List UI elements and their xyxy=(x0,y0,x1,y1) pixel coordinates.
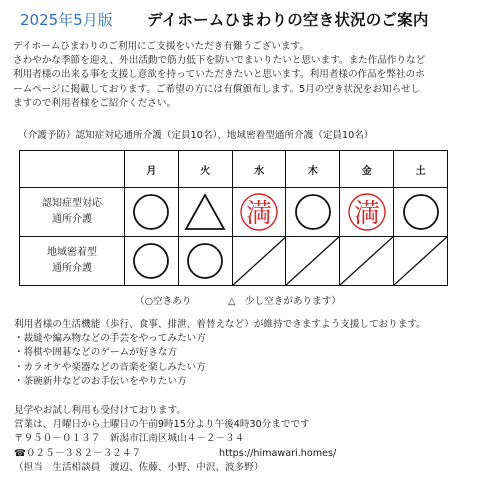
business-hours: 営業は、月曜日から土曜日の午前9時15分より午後4時30分までです xyxy=(14,419,310,431)
legend-available: （○空きあり xyxy=(135,296,192,307)
availability-table xyxy=(19,150,448,286)
header xyxy=(0,8,500,30)
status-cell xyxy=(286,188,340,237)
day-header: 金 xyxy=(340,151,394,188)
row-label xyxy=(20,188,125,237)
day-header: 土 xyxy=(394,151,448,188)
triangle-mark xyxy=(179,190,231,234)
circle-mark xyxy=(125,190,177,234)
table-row xyxy=(20,188,448,237)
closed-slash xyxy=(394,237,447,285)
status-cell xyxy=(232,237,286,286)
intro-line: ームページに掲載しております。ご希望の方には有償頒布します。5月の空き状況をお知らせし xyxy=(13,83,421,95)
row-label-line: 通所介護 xyxy=(52,214,92,225)
circle-shape xyxy=(296,195,330,229)
status-cell xyxy=(125,188,179,237)
service-caption: （介護予防）認知症対応通所介護（定員10名）、地域密着型通所介護（定員10名） xyxy=(18,130,374,141)
day-header: 木 xyxy=(286,151,340,188)
circle-mark xyxy=(179,239,231,283)
status-cell xyxy=(178,237,232,286)
postal-address: 〒９５０－０１３７ 新潟市江南区城山４－２－３４ xyxy=(14,433,245,445)
intro-line: 利用者様の出来る事を支援し意欲を持っていただきたいと思います。利用者様の作品を弊社のホ xyxy=(13,69,425,81)
status-cell xyxy=(232,188,286,237)
slash-line xyxy=(394,237,447,285)
list-item: ・将棋や囲碁などのゲームが好きな方 xyxy=(14,347,178,359)
website-link[interactable]: https://himawari.homes/ xyxy=(219,447,337,459)
status-cell xyxy=(394,237,448,286)
contact-footer xyxy=(14,404,336,475)
circle-shape xyxy=(134,195,168,229)
full-mark xyxy=(233,190,285,234)
full-mark xyxy=(341,190,393,234)
intro-paragraph xyxy=(13,40,493,111)
tel-url-line xyxy=(14,447,336,461)
visit-note: 見学やお試し利用も受付けております。 xyxy=(14,405,186,416)
slash-line xyxy=(233,237,286,285)
circle-mark xyxy=(287,190,339,234)
corner-cell xyxy=(20,151,125,188)
closed-slash xyxy=(233,237,286,285)
table-row xyxy=(20,237,448,286)
circle-shape xyxy=(188,244,222,278)
circle-mark xyxy=(125,239,177,283)
status-cell xyxy=(178,188,232,237)
triangle-shape xyxy=(186,195,224,229)
full-text: 満 xyxy=(353,199,380,229)
day-header: 火 xyxy=(178,151,232,188)
intro-line: デイホームひまわりのご利用にご支援をいただき有難うございます。 xyxy=(13,41,309,52)
table-header-row xyxy=(20,151,448,188)
day-header: 水 xyxy=(232,151,286,188)
status-cell xyxy=(286,237,340,286)
row-label-line: 地域密着型 xyxy=(47,247,97,258)
closed-slash xyxy=(340,237,393,285)
edition-date: 2025年5月版 xyxy=(20,11,113,29)
status-cell xyxy=(125,237,179,286)
full-text: 満 xyxy=(246,199,273,229)
day-header: 月 xyxy=(125,151,179,188)
page-title: デイホームひまわりの空き状況のご案内 xyxy=(147,11,429,29)
support-line: 利用者様の生活機能（歩行、食事、排泄、着替えなど）が維持できますよう支援しております。 xyxy=(14,319,426,330)
legend-few: △ 少し空きがあります） xyxy=(228,296,341,307)
list-item: ・茶碗新井などのお手伝いをやりたい方 xyxy=(14,375,187,387)
staff-list: （担当 生活相談員 渡辺、佐藤、小野、中沢、波多野） xyxy=(14,461,264,473)
closed-slash xyxy=(286,237,339,285)
slash-line xyxy=(340,237,393,285)
status-cell xyxy=(340,237,394,286)
slash-line xyxy=(286,237,339,285)
support-description xyxy=(14,318,426,389)
circle-mark xyxy=(395,190,447,234)
row-label-line: 通所介護 xyxy=(52,263,92,274)
row-label-line: 認知症型対応 xyxy=(42,198,102,209)
intro-line: ますので利用者様をご紹介ください。 xyxy=(13,97,177,109)
circle-shape xyxy=(404,195,438,229)
row-label xyxy=(20,237,125,286)
circle-shape xyxy=(134,244,168,278)
status-cell xyxy=(394,188,448,237)
list-item: ・裁縫や編み物などの手芸をやってみたい方 xyxy=(14,333,206,345)
phone-number: ☎０２５－３８２－３２４７ xyxy=(14,447,142,459)
intro-line: さわやかな季節を迎え、外出活動で筋力低下を防いでまいりたいと思います。また作品作りなど xyxy=(13,55,426,67)
status-cell xyxy=(340,188,394,237)
list-item: ・カラオケや楽器などの音楽を楽しみたい方 xyxy=(14,361,206,373)
